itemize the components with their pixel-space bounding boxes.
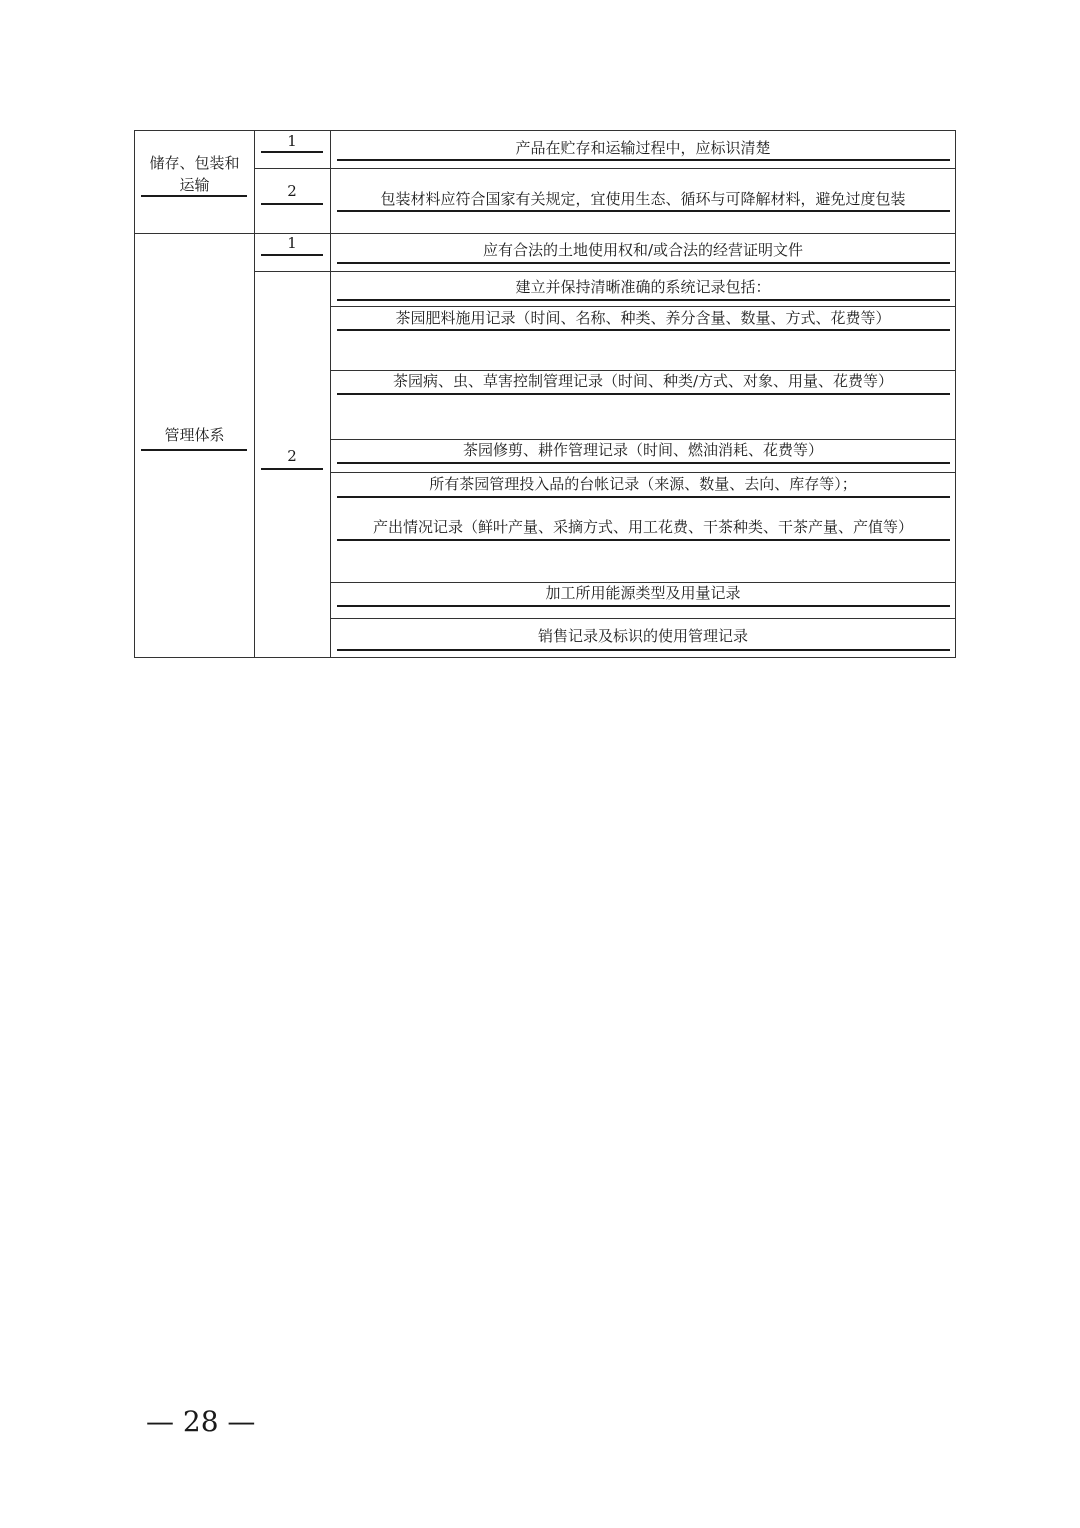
page-number: — 28 — <box>146 1405 256 1438</box>
requirement-text: 包装材料应符合国家有关规定，宜使用生态、循环与可降解材料，避免过度包装 <box>380 190 906 208</box>
item-number: 1 <box>287 132 297 150</box>
requirement-text: 产品在贮存和运输过程中，应标识清楚 <box>515 139 771 157</box>
row-divider <box>330 472 956 473</box>
requirement-text: 所有茶园管理投入品的台帐记录（来源、数量、去向、库存等）； <box>429 475 857 493</box>
row-divider <box>254 168 956 169</box>
requirement-underline <box>337 159 950 161</box>
requirement-underline <box>337 393 950 395</box>
requirement-underline <box>337 539 950 541</box>
category-label-line: 运输 <box>179 176 210 194</box>
requirement-text: 应有合法的土地使用权和/或合法的经营证明文件 <box>482 241 804 259</box>
row-divider <box>330 306 956 307</box>
requirement-underline <box>337 649 950 651</box>
requirement-underline <box>337 299 950 301</box>
category-underline <box>141 195 247 197</box>
requirement-text: 加工所用能源类型及用量记录 <box>545 584 741 602</box>
item-number-underline <box>261 203 323 205</box>
requirement-text: 茶园修剪、耕作管理记录（时间、燃油消耗、花费等） <box>462 441 823 459</box>
category-label-line: 储存、包装和 <box>149 154 240 172</box>
column-divider <box>254 131 255 658</box>
requirement-text: 产出情况记录（鲜叶产量、采摘方式、用工花费、干茶种类、干茶产量、产值等） <box>372 518 913 536</box>
column-divider <box>330 131 331 658</box>
requirement-text: 茶园肥料施用记录（时间、名称、种类、养分含量、数量、方式、花费等） <box>395 309 891 327</box>
category-underline <box>141 449 247 451</box>
requirement-underline <box>337 462 950 464</box>
item-number-underline <box>261 468 323 470</box>
requirement-text: 销售记录及标识的使用管理记录 <box>537 627 748 645</box>
requirement-underline <box>337 496 950 498</box>
item-number: 2 <box>287 182 297 200</box>
item-number-underline <box>261 151 323 153</box>
requirement-underline <box>337 605 950 607</box>
requirement-underline <box>337 210 950 212</box>
requirement-underline <box>337 329 950 331</box>
requirement-underline <box>337 262 950 264</box>
category-label <box>135 152 254 196</box>
requirements-table <box>134 130 956 658</box>
requirement-text: 建立并保持清晰准确的系统记录包括： <box>515 278 771 296</box>
item-number: 1 <box>287 234 297 252</box>
row-divider <box>254 271 956 272</box>
item-number: 2 <box>287 447 297 465</box>
category-label: 管理体系 <box>164 426 225 444</box>
requirement-text: 茶园病、虫、草害控制管理记录（时间、种类/方式、对象、用量、花费等） <box>392 372 894 390</box>
item-number-underline <box>261 254 323 256</box>
row-divider <box>330 618 956 619</box>
